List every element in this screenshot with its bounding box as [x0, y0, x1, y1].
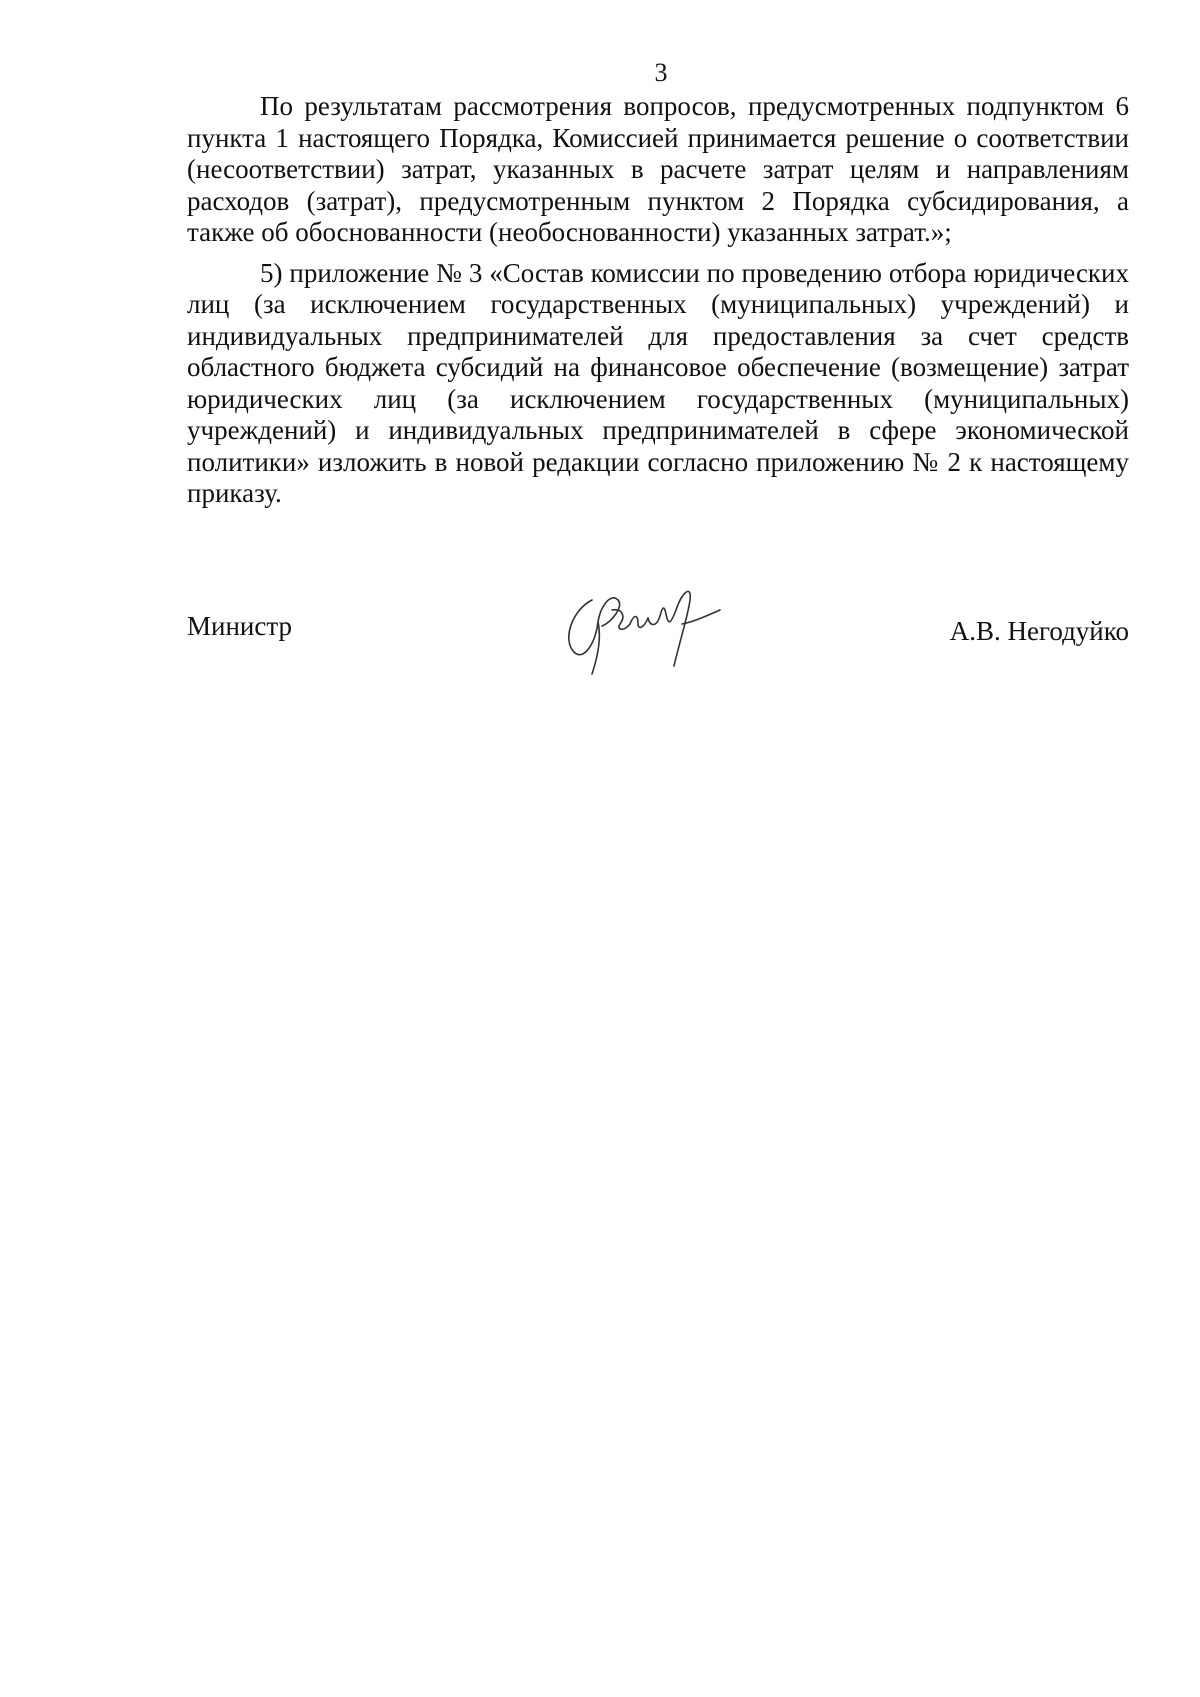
- paragraph-commission-decision: По результатам рассмотрения вопросов, предусмотренных подпунктом 6 пункта 1 настоящего Порядка, Комиссией принимается решение о соответствии (несоответствии) затрат, указанных в расчете затрат целям и направлениям расходов (затрат), предусмотренным пунктом 2 Порядка субсидирования, а также об обоснованности (необоснованности) указанных затрат.»;: [187, 91, 1129, 247]
- signatory-name: А.В. Негодуйко: [949, 616, 1129, 646]
- signature-block: [187, 570, 1129, 680]
- paragraph-appendix-3: 5) приложение № 3 «Состав комиссии по проведению отбора юридических лиц (за исключением государственных (муниципальных) учреждений) и индивидуальных предпринимателей для предоставления за счет средств областного бюджета субсидий на финансовое обеспечение (возмещение) затрат юридических лиц (за исключением государственных (муниципальных) учреждений) и индивидуальных предпринимателей в сфере экономической политики» изложить в новой редакции согласно приложению № 2 к настоящему приказу.: [187, 257, 1129, 508]
- signatory-role: Министр: [187, 611, 292, 641]
- handwritten-signature: [552, 570, 742, 680]
- page-number: 3: [654, 58, 668, 87]
- document-body: [187, 91, 1129, 510]
